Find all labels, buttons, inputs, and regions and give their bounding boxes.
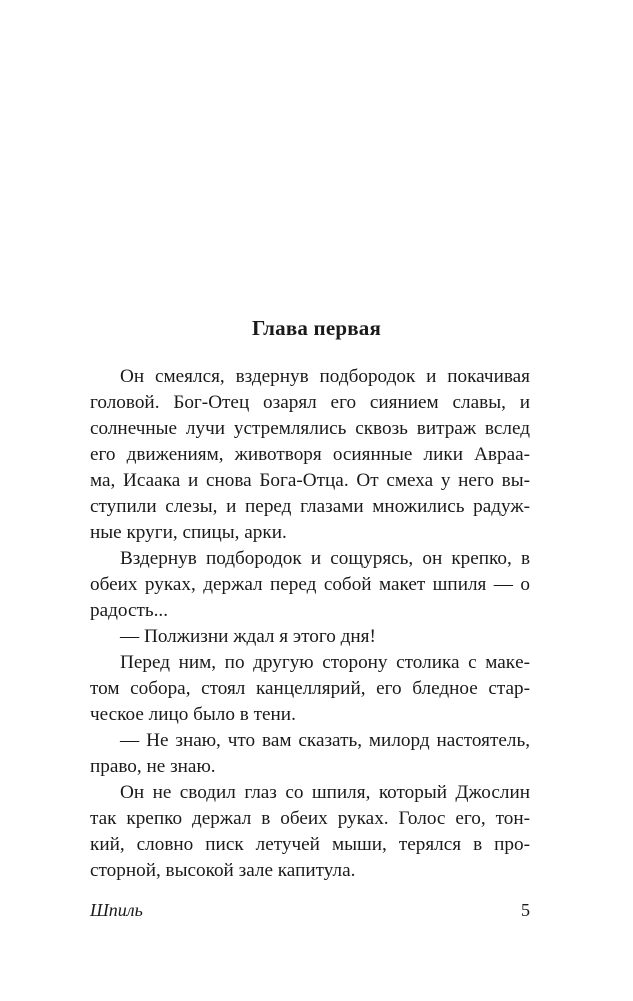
body-line: — Полжизни ждал я этого дня! [120, 626, 376, 647]
body-line: солнечные лучи устремлялись сквозь витраж вслед [90, 418, 530, 439]
running-head: Шпиль [90, 900, 143, 920]
body-line: ступили слезы, и перед глазами множились радуж- [90, 496, 530, 517]
body-line: том собора, стоял канцеллярий, его бледное стар- [90, 678, 530, 699]
body-line: сторной, высокой зале капитула. [90, 860, 356, 881]
body-line: ческое лицо было в тени. [90, 704, 296, 725]
body-line: Перед ним, по другую сторону столика с макe- [120, 652, 530, 673]
body-line: головой. Бог-Отец озарял его сиянием славы, и [90, 392, 530, 413]
chapter-title: Глава первая [251, 316, 382, 340]
body-line: Он не сводил глаз со шпиля, который Джослин [120, 782, 530, 803]
body-line: — Не знаю, что вам сказать, милорд настоятель, [120, 730, 530, 751]
body-line: Он смеялся, вздернув подбородок и покачивая [120, 366, 530, 387]
body-line: кий, словно писк летучей мыши, терялся в про- [90, 834, 530, 855]
body-line: радость... [90, 600, 168, 621]
body-line: обеих руках, держал перед собой макет шпиля — о [90, 574, 530, 595]
body-line: право, не знаю. [90, 756, 216, 777]
body-line: так крепко держал в обеих руках. Голос его, тон- [90, 808, 530, 829]
body-line: ные круги, спицы, арки. [90, 522, 287, 543]
body-line: ма, Исаака и снова Бога-Отца. От смеха у него вы- [90, 470, 530, 491]
body-line: Вздернув подбородок и сощурясь, он крепко, в [120, 548, 530, 569]
body-line: его движениям, животворя осиянные лики Авраа- [90, 444, 530, 465]
page-number: 5 [521, 900, 530, 920]
